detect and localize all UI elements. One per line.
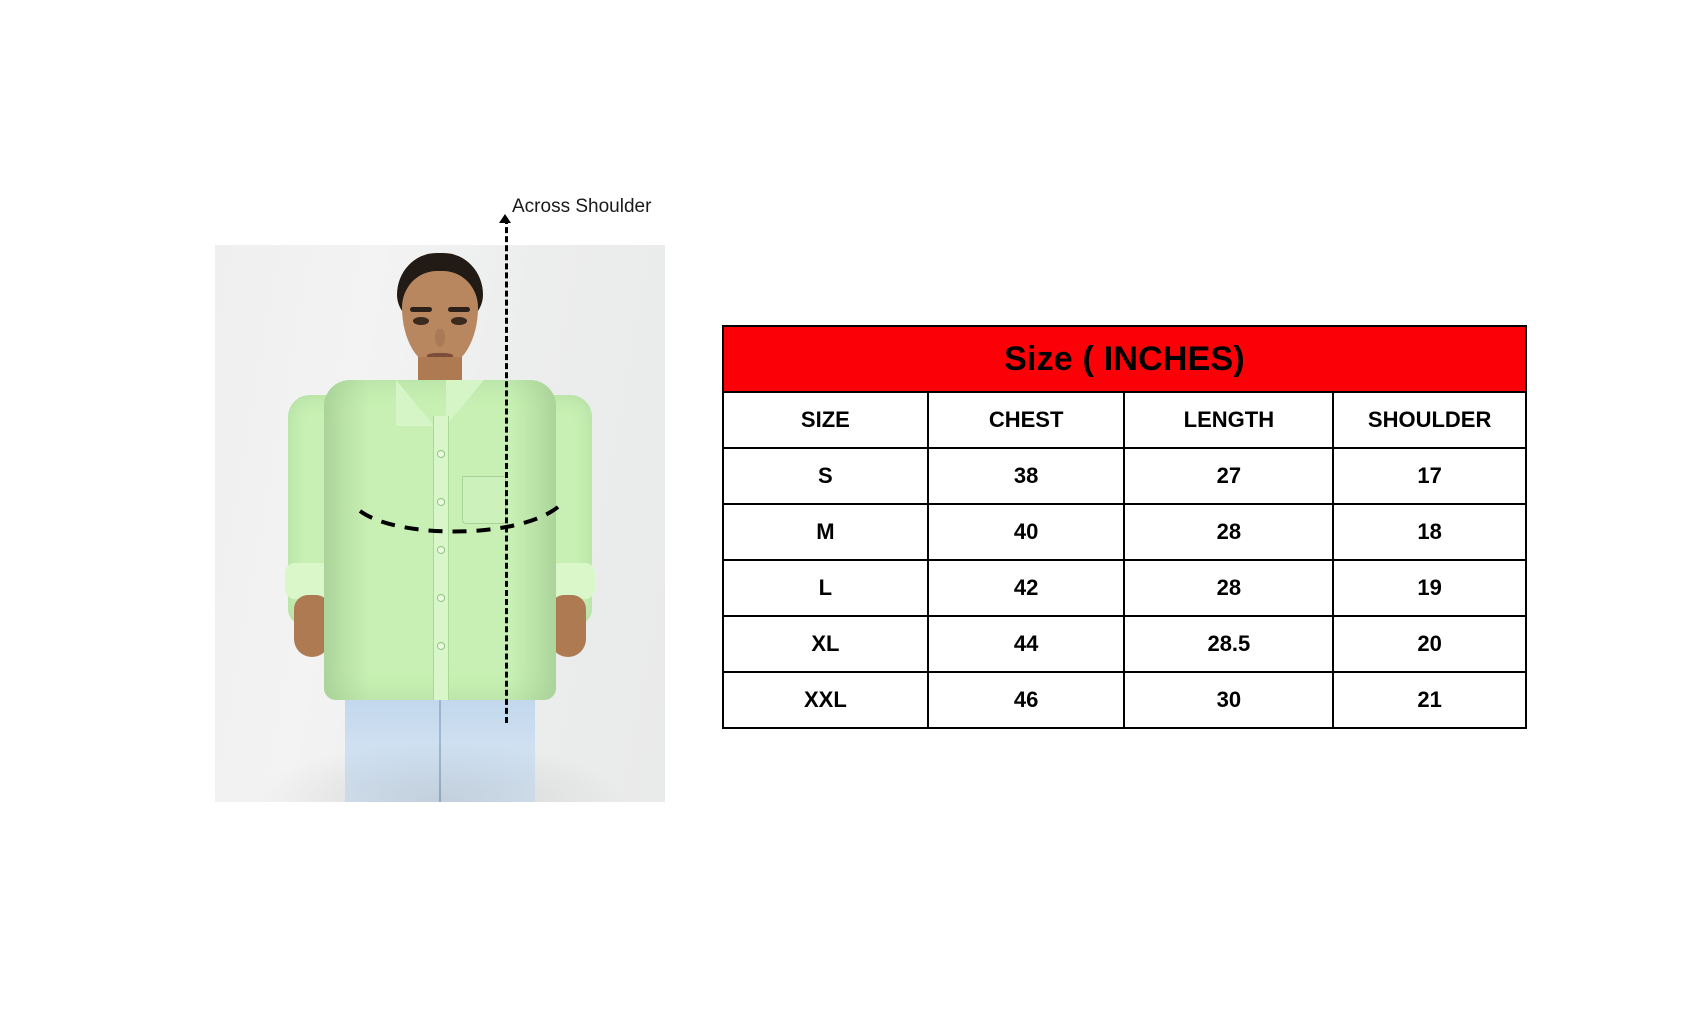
shirt-button [437, 546, 445, 554]
across-shoulder-dashed-line [505, 218, 508, 723]
model-eyebrow-right [448, 307, 470, 312]
model-eye-left [413, 317, 429, 325]
model-eyebrow-left [410, 307, 432, 312]
shirt-button [437, 642, 445, 650]
cell-size: S [723, 448, 928, 504]
table-row [723, 672, 1526, 728]
shirt-collar-left [396, 380, 434, 426]
model-eye-right [451, 317, 467, 325]
cell-length: 28 [1124, 504, 1333, 560]
table-row [723, 560, 1526, 616]
cell-shoulder: 17 [1333, 448, 1526, 504]
cell-size: L [723, 560, 928, 616]
cell-chest: 40 [928, 504, 1125, 560]
cell-size: XL [723, 616, 928, 672]
table-row [723, 448, 1526, 504]
cell-chest: 38 [928, 448, 1125, 504]
column-header-chest: CHEST [928, 392, 1125, 448]
cell-shoulder: 21 [1333, 672, 1526, 728]
table-row [723, 504, 1526, 560]
shirt-placket [433, 416, 449, 700]
cell-chest: 46 [928, 672, 1125, 728]
shirt-collar-right [446, 380, 484, 426]
shirt-button [437, 594, 445, 602]
cell-length: 28 [1124, 560, 1333, 616]
model-nose [435, 329, 445, 347]
floor-shadow [251, 742, 629, 802]
cell-shoulder: 19 [1333, 560, 1526, 616]
cell-size: M [723, 504, 928, 560]
cell-shoulder: 18 [1333, 504, 1526, 560]
table-row [723, 616, 1526, 672]
cell-length: 28.5 [1124, 616, 1333, 672]
cell-shoulder: 20 [1333, 616, 1526, 672]
across-shoulder-label: Across Shoulder [512, 196, 652, 217]
cell-chest: 44 [928, 616, 1125, 672]
column-header-size: SIZE [723, 392, 928, 448]
cell-length: 30 [1124, 672, 1333, 728]
shirt-button [437, 450, 445, 458]
cell-chest: 42 [928, 560, 1125, 616]
size-chart-title-row [723, 326, 1526, 392]
size-chart-header-row [723, 392, 1526, 448]
column-header-length: LENGTH [1124, 392, 1333, 448]
size-chart-container [722, 325, 1527, 729]
size-chart-table [722, 325, 1527, 729]
cell-size: XXL [723, 672, 928, 728]
cell-length: 27 [1124, 448, 1333, 504]
chest-measure-dashed-line [358, 505, 560, 545]
column-header-shoulder: SHOULDER [1333, 392, 1526, 448]
size-chart-title: Size ( INCHES) [723, 326, 1526, 392]
